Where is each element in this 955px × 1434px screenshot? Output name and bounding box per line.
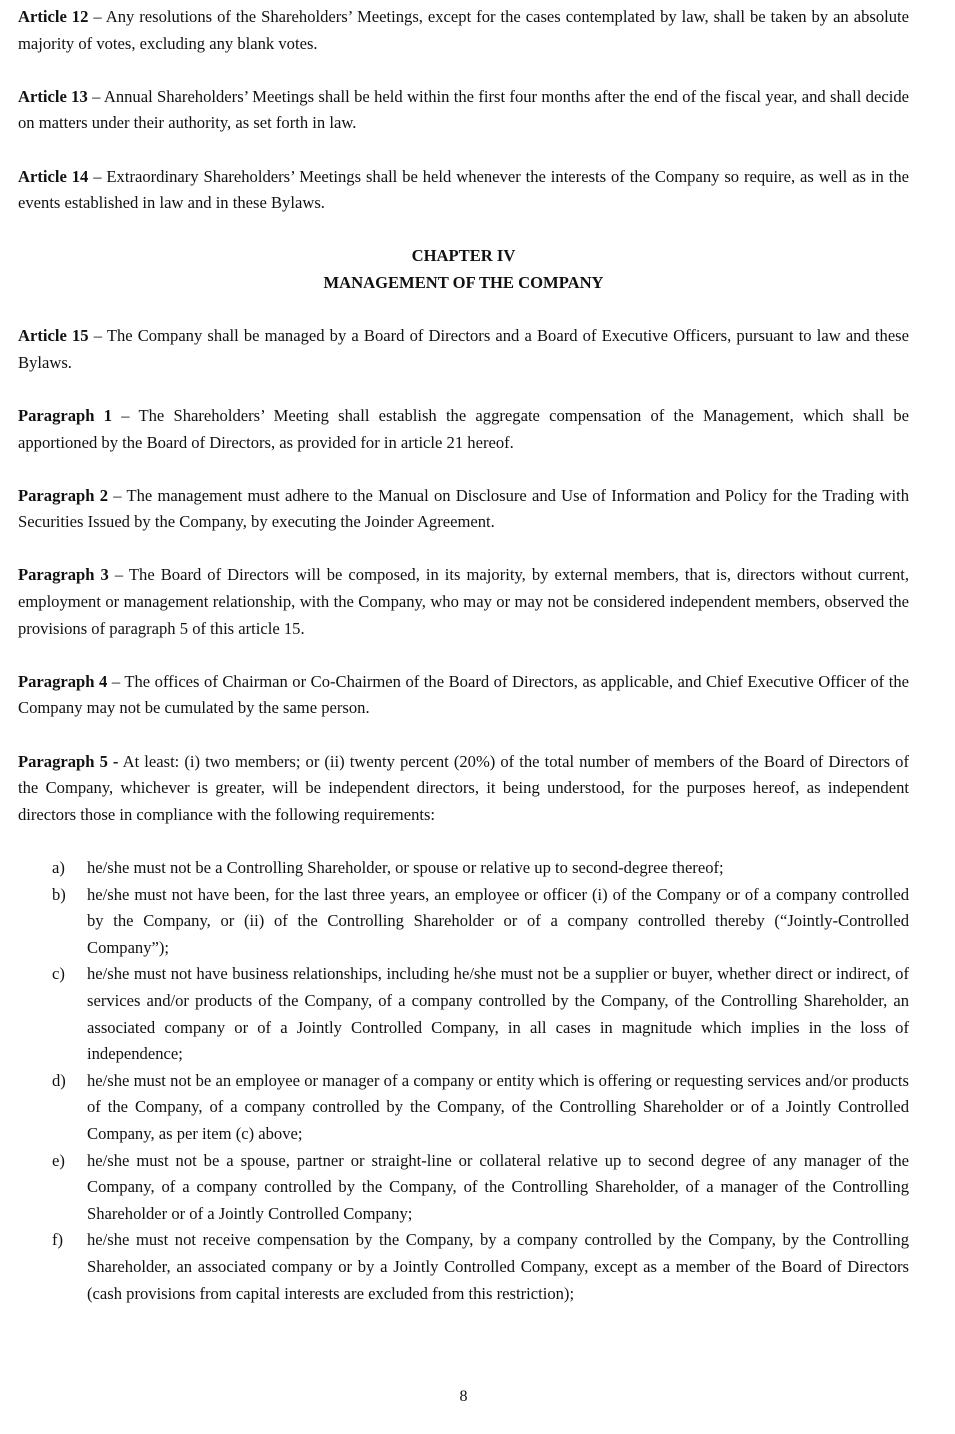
paragraph-label: Paragraph 1	[18, 405, 113, 425]
list-item-text: he/she must not be an employee or manager of a company or entity which is offering or requesting services and/or products of the Company, of a company controlled by the Company, of the Controlling Shareholder or of a Jointly Controlled Company, as per item (c) above;	[87, 1070, 909, 1143]
article-text: – Annual Shareholders’ Meetings shall be held within the first four months after the end of the fiscal year, and shall decide on matters under their authority, as set forth in law.	[18, 86, 909, 133]
paragraph-text: At least: (i) two members; or (ii) twenty percent (20%) of the total number of members of the Board of Directors of the Company, whichever is greater, will be independent directors, it being understood, for the purposes hereof, as independent directors those in compliance with the following requirements:	[18, 751, 909, 824]
list-marker: c)	[52, 964, 65, 984]
independence-requirements-list	[18, 855, 909, 1307]
article-label: Article 15	[18, 326, 89, 346]
paragraph-2	[18, 483, 909, 536]
paragraph-text: – The Board of Directors will be composed, in its majority, by external members, that is, directors without current, employment or management relationship, with the Company, who may or may not be considered independent members, observed the provisions of paragraph 5 of this article 15.	[18, 565, 909, 638]
list-item-text: he/she must not have been, for the last three years, an employee or officer (i) of the Company or of a company controlled by the Company, or (ii) of the Controlling Shareholder or of a company controlled thereby (“Jointly-Controlled Company”);	[87, 884, 909, 957]
paragraph-label: Paragraph 2	[18, 485, 109, 505]
list-marker: f)	[52, 1230, 64, 1250]
list-item	[18, 855, 909, 882]
article-label: Article 13	[18, 86, 88, 106]
chapter-title: MANAGEMENT OF THE COMPANY	[323, 272, 604, 292]
article-13	[18, 84, 909, 137]
list-item-text: he/she must not have business relationships, including he/she must not be a supplier or buyer, whether direct or indirect, of services and/or products of the Company, of a company controlled by the Company, of the Controlling Shareholder, an associated company or of a Jointly Controlled Company, in all cases in magnitude which implies in the loss of independence;	[87, 964, 909, 1064]
list-item-text: he/she must not be a spouse, partner or straight-line or collateral relative up to second degree of any manager of the Company, of a company controlled by the Company, of the Controlling Shareholder, of a manager of the Controlling Shareholder or of a Jointly Controlled Company;	[87, 1150, 909, 1223]
paragraph-3	[18, 562, 909, 642]
article-12	[18, 4, 909, 57]
document-page	[18, 4, 909, 1307]
list-item	[18, 1148, 909, 1228]
paragraph-text: – The management must adhere to the Manual on Disclosure and Use of Information and Policy for the Trading with Securities Issued by the Company, by executing the Joinder Agreement.	[18, 485, 910, 532]
article-text: – The Company shall be managed by a Board of Directors and a Board of Executive Officers, pursuant to law and these Bylaws.	[18, 326, 910, 372]
list-marker: e)	[52, 1150, 65, 1170]
list-item	[18, 1068, 909, 1148]
article-14	[18, 164, 909, 217]
list-item-text: he/she must not receive compensation by the Company, by a company controlled by the Company, by the Controlling Shareholder, an associated company or by a Jointly Controlled Company, except as a member of the Board of Directors (cash provisions from capital interests are excluded from this restriction);	[87, 1230, 909, 1303]
paragraph-label: Paragraph 5 -	[18, 751, 119, 771]
chapter-heading	[18, 243, 909, 296]
page-number: 8	[459, 1388, 468, 1405]
list-item	[18, 961, 909, 1067]
paragraph-text: – The offices of Chairman or Co-Chairmen of the Board of Directors, as applicable, and Chief Executive Officer of the Company may not be cumulated by the same person.	[18, 671, 909, 718]
list-marker: a)	[52, 858, 65, 877]
paragraph-text: – The Shareholders’ Meeting shall establish the aggregate compensation of the Management, which shall be apportioned by the Board of Directors, as provided for in article 21 hereof.	[18, 405, 909, 452]
paragraph-1	[18, 403, 909, 456]
chapter-number: CHAPTER IV	[411, 246, 516, 266]
article-label: Article 12	[18, 7, 89, 26]
list-item-text: he/she must not be a Controlling Shareholder, or spouse or relative up to second-degree thereof;	[87, 858, 724, 877]
list-marker: b)	[52, 884, 66, 904]
list-item	[18, 882, 909, 962]
paragraph-label: Paragraph 3	[18, 565, 109, 585]
article-15	[18, 323, 909, 376]
paragraph-label: Paragraph 4	[18, 671, 108, 691]
article-text: – Any resolutions of the Shareholders’ Meetings, except for the cases contemplated by law, shall be taken by an absolute majority of votes, excluding any blank votes.	[18, 7, 910, 53]
paragraph-4	[18, 669, 909, 722]
list-marker: d)	[52, 1070, 66, 1090]
paragraph-5	[18, 749, 909, 829]
article-label: Article 14	[18, 166, 89, 186]
article-text: – Extraordinary Shareholders’ Meetings shall be held whenever the interests of the Company so require, as well as in the events established in law and in these Bylaws.	[18, 166, 909, 213]
list-item	[18, 1227, 909, 1307]
